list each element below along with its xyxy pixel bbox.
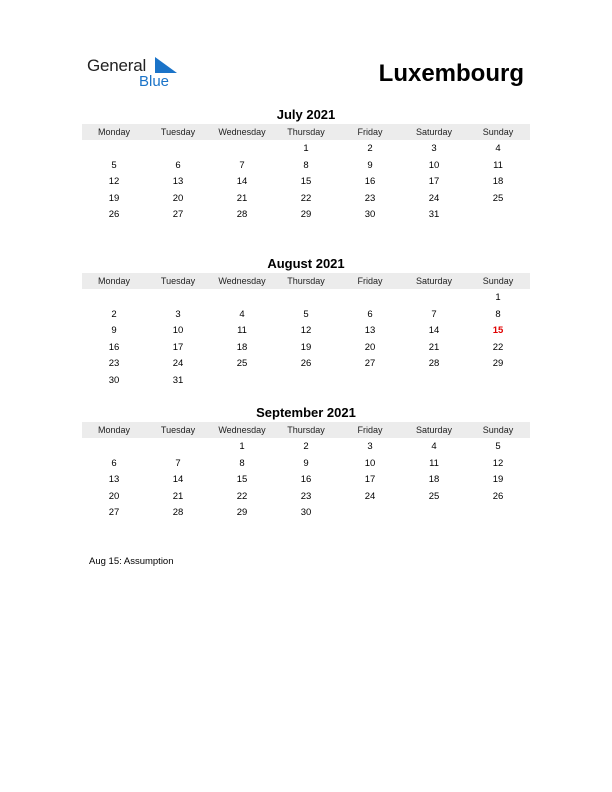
- day-cell: 13: [108, 474, 120, 485]
- empty-day-cell: [466, 505, 530, 522]
- weekday-label: Wednesday: [218, 425, 266, 435]
- weekday-label: Wednesday: [218, 276, 266, 286]
- weekday-label: Saturday: [415, 276, 453, 286]
- logo-blue-text: Blue: [139, 73, 170, 90]
- day-cell: 17: [428, 176, 440, 187]
- weekday-label: Friday: [357, 425, 383, 435]
- logo-triangle-icon: [155, 57, 177, 73]
- empty-day-cell: [210, 290, 274, 307]
- day-cell: 31: [428, 209, 440, 220]
- day-cell: 17: [364, 474, 376, 485]
- weekday-label: Monday: [97, 127, 131, 137]
- empty-day-cell: [338, 505, 402, 522]
- day-grid: [82, 290, 530, 389]
- weekday-label: Thursday: [287, 276, 325, 286]
- day-cell: 10: [364, 457, 376, 469]
- day-cell: 31: [172, 374, 184, 386]
- day-cell: 9: [111, 325, 117, 336]
- day-cell: 30: [108, 374, 120, 386]
- empty-day-cell: [82, 439, 146, 456]
- day-cell: 26: [300, 358, 312, 369]
- day-cell: 13: [172, 176, 184, 187]
- day-cell: 7: [431, 308, 437, 320]
- day-cell: 5: [111, 159, 117, 171]
- weekday-header: [82, 422, 530, 438]
- day-cell: 2: [367, 143, 373, 154]
- day-cell: 15: [300, 176, 312, 187]
- day-cell: 24: [364, 490, 376, 502]
- day-cell: 17: [172, 341, 184, 353]
- empty-day-cell: [210, 141, 274, 158]
- day-cell: 23: [364, 192, 376, 204]
- day-cell: 2: [111, 308, 117, 320]
- day-cell: 18: [492, 176, 504, 187]
- day-cell: 4: [239, 308, 245, 320]
- month-august: [82, 256, 530, 389]
- day-cell: 12: [492, 457, 504, 469]
- empty-day-cell: [274, 373, 338, 390]
- day-cell: 29: [300, 209, 312, 220]
- day-cell: 15: [236, 474, 248, 485]
- day-cell: 3: [367, 441, 373, 452]
- day-cell: 11: [493, 159, 503, 171]
- weekday-header: [82, 273, 530, 289]
- weekday-label: Sunday: [482, 425, 514, 435]
- day-cell: 18: [428, 474, 440, 485]
- holiday-note: Aug 15: Assumption: [89, 556, 174, 567]
- day-cell: 26: [108, 209, 120, 220]
- day-cell: 7: [239, 159, 245, 171]
- country-title: Luxembourg: [378, 60, 524, 87]
- day-cell: 28: [428, 358, 440, 369]
- day-cell: 8: [239, 457, 245, 469]
- day-cell: 19: [108, 192, 120, 204]
- day-cell: 14: [172, 474, 184, 485]
- general-blue-logo: [87, 56, 187, 92]
- day-cell: 6: [367, 308, 373, 320]
- day-cell: 23: [300, 490, 312, 502]
- day-cell: 9: [367, 159, 373, 171]
- weekday-label: Saturday: [415, 127, 453, 137]
- day-cell: 22: [492, 341, 504, 353]
- day-cell: 24: [428, 192, 440, 204]
- day-cell: 21: [172, 490, 184, 502]
- weekday-label: Saturday: [415, 425, 453, 435]
- day-cell: 21: [428, 341, 440, 353]
- day-cell: 4: [495, 143, 501, 154]
- day-grid: [82, 141, 530, 224]
- month-title: August 2021: [267, 256, 345, 271]
- day-cell: 10: [172, 325, 184, 336]
- day-cell: 21: [236, 192, 248, 204]
- empty-day-cell: [146, 439, 210, 456]
- day-cell: 26: [492, 490, 504, 502]
- day-cell: 5: [303, 308, 309, 320]
- day-cell: 12: [300, 325, 312, 336]
- day-cell: 1: [495, 292, 501, 303]
- month-title: July 2021: [276, 107, 336, 122]
- day-cell: 13: [364, 325, 376, 336]
- weekday-label: Tuesday: [160, 127, 196, 137]
- empty-day-cell: [402, 505, 466, 522]
- day-grid: [82, 439, 530, 522]
- empty-day-cell: [338, 290, 402, 307]
- day-cell: 20: [172, 192, 184, 204]
- weekday-label: Sunday: [482, 276, 514, 286]
- day-cell: 30: [364, 209, 376, 220]
- empty-day-cell: [274, 290, 338, 307]
- empty-day-cell: [402, 290, 466, 307]
- day-cell: 27: [108, 507, 120, 518]
- day-cell: 19: [492, 474, 504, 485]
- weekday-label: Tuesday: [160, 425, 196, 435]
- day-cell: 19: [300, 341, 312, 353]
- weekday-label: Monday: [97, 425, 131, 435]
- day-cell: 27: [364, 358, 376, 369]
- day-cell: 1: [303, 143, 309, 154]
- month-title: September 2021: [256, 405, 356, 420]
- day-cell: 25: [428, 490, 440, 502]
- day-cell: 4: [431, 441, 437, 452]
- day-cell: 16: [364, 176, 376, 187]
- day-cell: 22: [300, 192, 312, 204]
- day-cell: 25: [492, 192, 504, 204]
- day-cell: 6: [111, 457, 117, 469]
- weekday-label: Sunday: [482, 127, 514, 137]
- day-cell: 24: [172, 358, 184, 369]
- day-cell: 14: [428, 325, 440, 336]
- day-cell: 6: [175, 159, 181, 171]
- day-cell: 14: [236, 176, 248, 187]
- empty-day-cell: [466, 207, 530, 224]
- day-cell: 8: [495, 308, 501, 320]
- day-cell: 8: [303, 159, 309, 171]
- day-cell: 28: [172, 507, 184, 518]
- day-cell: 9: [303, 457, 309, 469]
- day-cell: 16: [108, 341, 120, 353]
- day-cell: 25: [236, 358, 248, 369]
- day-cell: 20: [108, 490, 120, 502]
- day-cell: 10: [428, 159, 440, 171]
- empty-day-cell: [338, 373, 402, 390]
- day-cell: 12: [108, 176, 120, 187]
- day-cell: 29: [492, 358, 504, 369]
- day-cell: 30: [300, 507, 312, 518]
- weekday-label: Tuesday: [160, 276, 196, 286]
- empty-day-cell: [466, 373, 530, 390]
- weekday-label: Friday: [357, 276, 383, 286]
- empty-day-cell: [210, 373, 274, 390]
- month-september: [82, 405, 530, 522]
- month-july: [82, 107, 530, 224]
- logo-general-text: General: [87, 56, 147, 75]
- empty-day-cell: [82, 290, 146, 307]
- day-cell: 7: [175, 457, 181, 469]
- day-cell: 18: [236, 341, 248, 353]
- day-cell: 29: [236, 507, 248, 518]
- weekday-label: Thursday: [287, 425, 325, 435]
- day-cell: 20: [364, 341, 376, 353]
- day-cell: 15: [492, 325, 504, 336]
- weekday-label: Monday: [97, 276, 131, 286]
- day-cell: 23: [108, 358, 120, 369]
- day-cell: 27: [172, 209, 184, 220]
- day-cell: 16: [300, 474, 312, 485]
- empty-day-cell: [402, 373, 466, 390]
- empty-day-cell: [146, 290, 210, 307]
- day-cell: 5: [495, 441, 501, 452]
- empty-day-cell: [82, 141, 146, 158]
- day-cell: 22: [236, 490, 248, 502]
- weekday-label: Thursday: [287, 127, 325, 137]
- weekday-label: Friday: [357, 127, 383, 137]
- day-cell: 11: [237, 325, 247, 336]
- day-cell: 3: [431, 143, 437, 154]
- day-cell: 11: [429, 457, 439, 469]
- day-cell: 2: [303, 441, 309, 452]
- weekday-header: [82, 124, 530, 140]
- day-cell: 3: [175, 308, 181, 320]
- empty-day-cell: [146, 141, 210, 158]
- day-cell: 1: [239, 441, 245, 452]
- day-cell: 28: [236, 209, 248, 220]
- weekday-label: Wednesday: [218, 127, 266, 137]
